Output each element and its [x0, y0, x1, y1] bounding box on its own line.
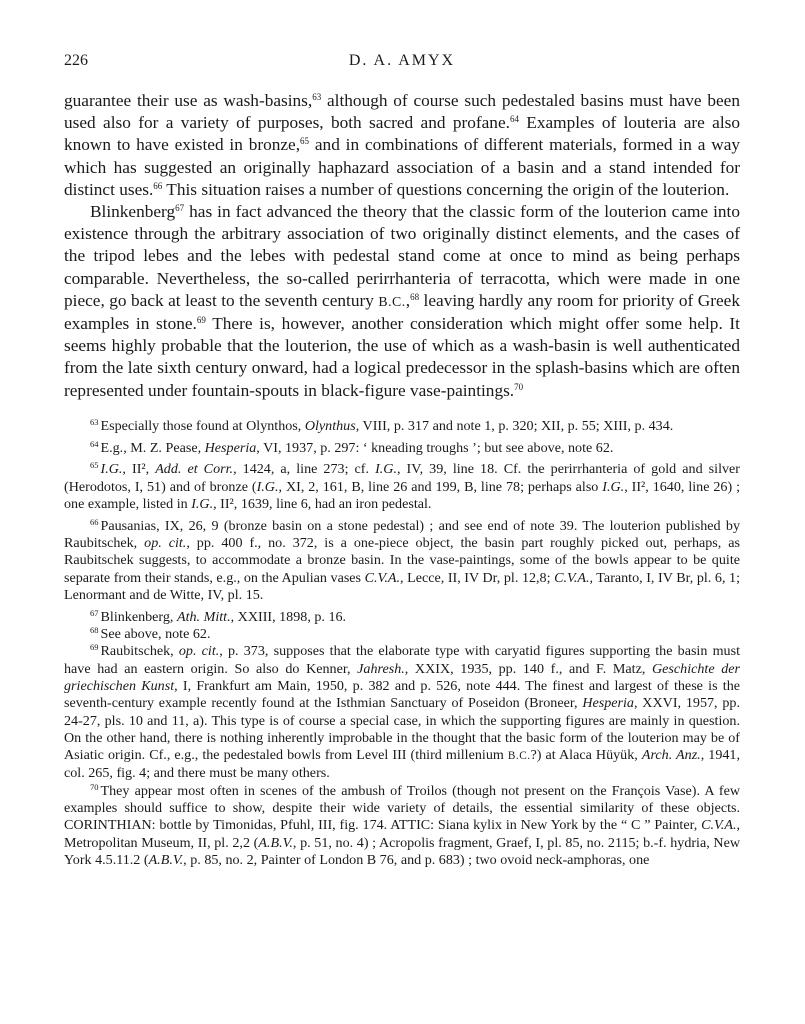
page-number: 226: [64, 52, 88, 69]
footnote-number: 64: [90, 438, 99, 449]
footnote-66: $^{66}$ Pausanias, IX, 26, 9 (bronze basin on a stone pedestal) ; and see end of note 39. The louterion published by Raubitschek, op. cit., pp. 400 f., no. 372, is a one-piece object, the basin part roughly picked out, perhaps, as Raubitschek suggests, to accommodate a bronze basin. In the vase-paintings, some of the bowls appear to be quite separate from their stands, e.g., on the Apulian vases C.V.A., Lecce, II, IV Dr, pl. 12,8; C.V.A., Taranto, I, IV Br, pl. 6, 1; Lenormant and de Witte, IV, pl. 15.: [64, 516, 740, 604]
era-abbreviation: B.C.: [507, 750, 531, 763]
footnote-67: $^{67}$ Blinkenberg, Ath. Mitt., XXIII, 1898, p. 16.: [90, 607, 347, 625]
era-abbreviation: B.C.: [378, 293, 406, 309]
footnote-ref-67[interactable]: 67: [175, 203, 185, 214]
footnote-number: 69: [90, 642, 99, 653]
footnote-ref-63[interactable]: 63: [312, 92, 322, 102]
footnote-70: $^{70}$ They appear most often in scenes of the ambush of Troilos (though not present on the François Vase). A few examples should suffice to show, despite their wide variety of details, the essential similarity of these objects. CORINTHIAN: bottle by Timonidas, Pfuhl, III, fig. 174. ATTIC: Siana kylix in New York by the “ C ” Painter, C.V.A., Metropolitan Museum, II, pl. 2,2 (A.B.V., p. 51, no. 4) ; Acropolis fragment, Graef, I, pl. 85, no. 2115; b.-f. hydria, New York 4.5.11.2 (A.B.V., p. 85, no. 2, Painter of London B 76, and p. 683) ; two ovoid neck-amphoras, one: [64, 781, 741, 868]
footnote-number: 63: [90, 416, 99, 427]
footnote-69: $^{69}$ Raubitschek, op. cit., p. 373, supposes that the elaborate type with caryatid figures supporting the basin must have had an eastern origin. So also do Kenner, Jahresh., XXIX, 1935, pp. 140 f., and F. Matz, Geschichte der griechischen Kunst, I, Frankfurt am Main, 1950, p. 382 and p. 526, note 444. The finest and largest of these is the seventh-century example recently found at the Isthmian Sanctuary of Poseidon (Broneer, Hesperia, XXVI, 1957, pp. 24-27, pls. 10 and 11, a). This type is of course a special case, in which the supporting figures are mainly in question. On the other hand, there is nothing inherently improbable in the thought that the basic form of the louterion may be of Asiatic origin. Cf., e.g., the pedestaled bowls from Level III (third millenium B.C.?) at Alaca Hüyük, Arch. Anz., 1941, col. 265, fig. 4; and there must be many others.: [64, 642, 741, 782]
footnote-ref-70[interactable]: 70: [514, 381, 524, 392]
paragraph-1: guarantee their use as wash-basins,$^{63}$ although of course such pedestaled basins must have been used also for a variety of purposes, both sacred and profane.$^{64}$ Examples of louteria are also known to have existed in bronze,$^{65}$ and in combinations of different materials, formed in a way which has suggested an originally haphazard association of a basin and a stand intended for distinct uses.$^{66}$ This situation raises a number of questions concerning the origin of the louterion.: [64, 91, 741, 199]
footnote-ref-65[interactable]: 65: [300, 136, 310, 147]
footnote-68: $^{68}$ See above, note 62.: [90, 625, 211, 643]
running-head: [64, 48, 740, 74]
footnote-63: $^{63}$ Especially those found at Olynthos, Olynthus, VIII, p. 317 and note 1, p. 320; XII, p. 55; XIII, p. 434.: [90, 416, 674, 434]
footnote-ref-66[interactable]: 66: [153, 180, 163, 191]
footnote-number: 70: [90, 781, 99, 792]
body-text: [64, 90, 740, 402]
footnote-number: 67: [90, 607, 99, 618]
footnote-ref-69[interactable]: 69: [196, 315, 206, 326]
footnote-ref-64[interactable]: 64: [509, 114, 519, 125]
footnote-65: $^{65}$ I.G., II², Add. et Corr., 1424, a, line 273; cf. I.G., IV, 39, line 18. Cf. the perirrhanteria of gold and silver (Herodotos, I, 51) and of bronze (I.G., XI, 2, 161, B, line 26 and 199, B, line 78; perhaps also I.G., II², 1640, line 26) ; one example, listed in I.G., II², 1639, line 6, had an iron pedestal.: [64, 460, 740, 513]
footnotes: [64, 418, 740, 869]
footnote-ref-68[interactable]: 68: [410, 291, 420, 302]
footnote-64: $^{64}$ E.g., M. Z. Pease, Hesperia, VI, 1937, p. 297: ‘ kneading troughs ’; but see above, note 62.: [90, 438, 614, 456]
footnote-number: 68: [90, 625, 99, 636]
footnote-number: 65: [90, 460, 99, 471]
paragraph-2: Blinkenberg$^{67}$ has in fact advanced the theory that the classic form of the louterion came into existence through the arbitrary association of two originally distinct elements, and the cases of the tripod lebes and the lebes with pedestal stand come at once to mind as being perhaps comparable. Nevertheless, the so-called perirrhanteria of terracotta, which were made in one piece, go back at least to the seventh century B.C.,$^{68}$ leaving hardly any room for priority of Greek examples in stone.$^{69}$ There is, however, another consideration which might offer some help. It seems highly probable that the louterion, the use of which as a wash-basin is well authenticated from the late sixth century onward, had a logical predecessor in the splash-basins which are often represented under fountain-spouts in black-figure vase-paintings.$^{70}$: [64, 202, 740, 400]
running-head-author: D. A. AMYX: [348, 52, 456, 69]
footnote-number: 66: [90, 516, 99, 527]
page: [64, 48, 740, 869]
